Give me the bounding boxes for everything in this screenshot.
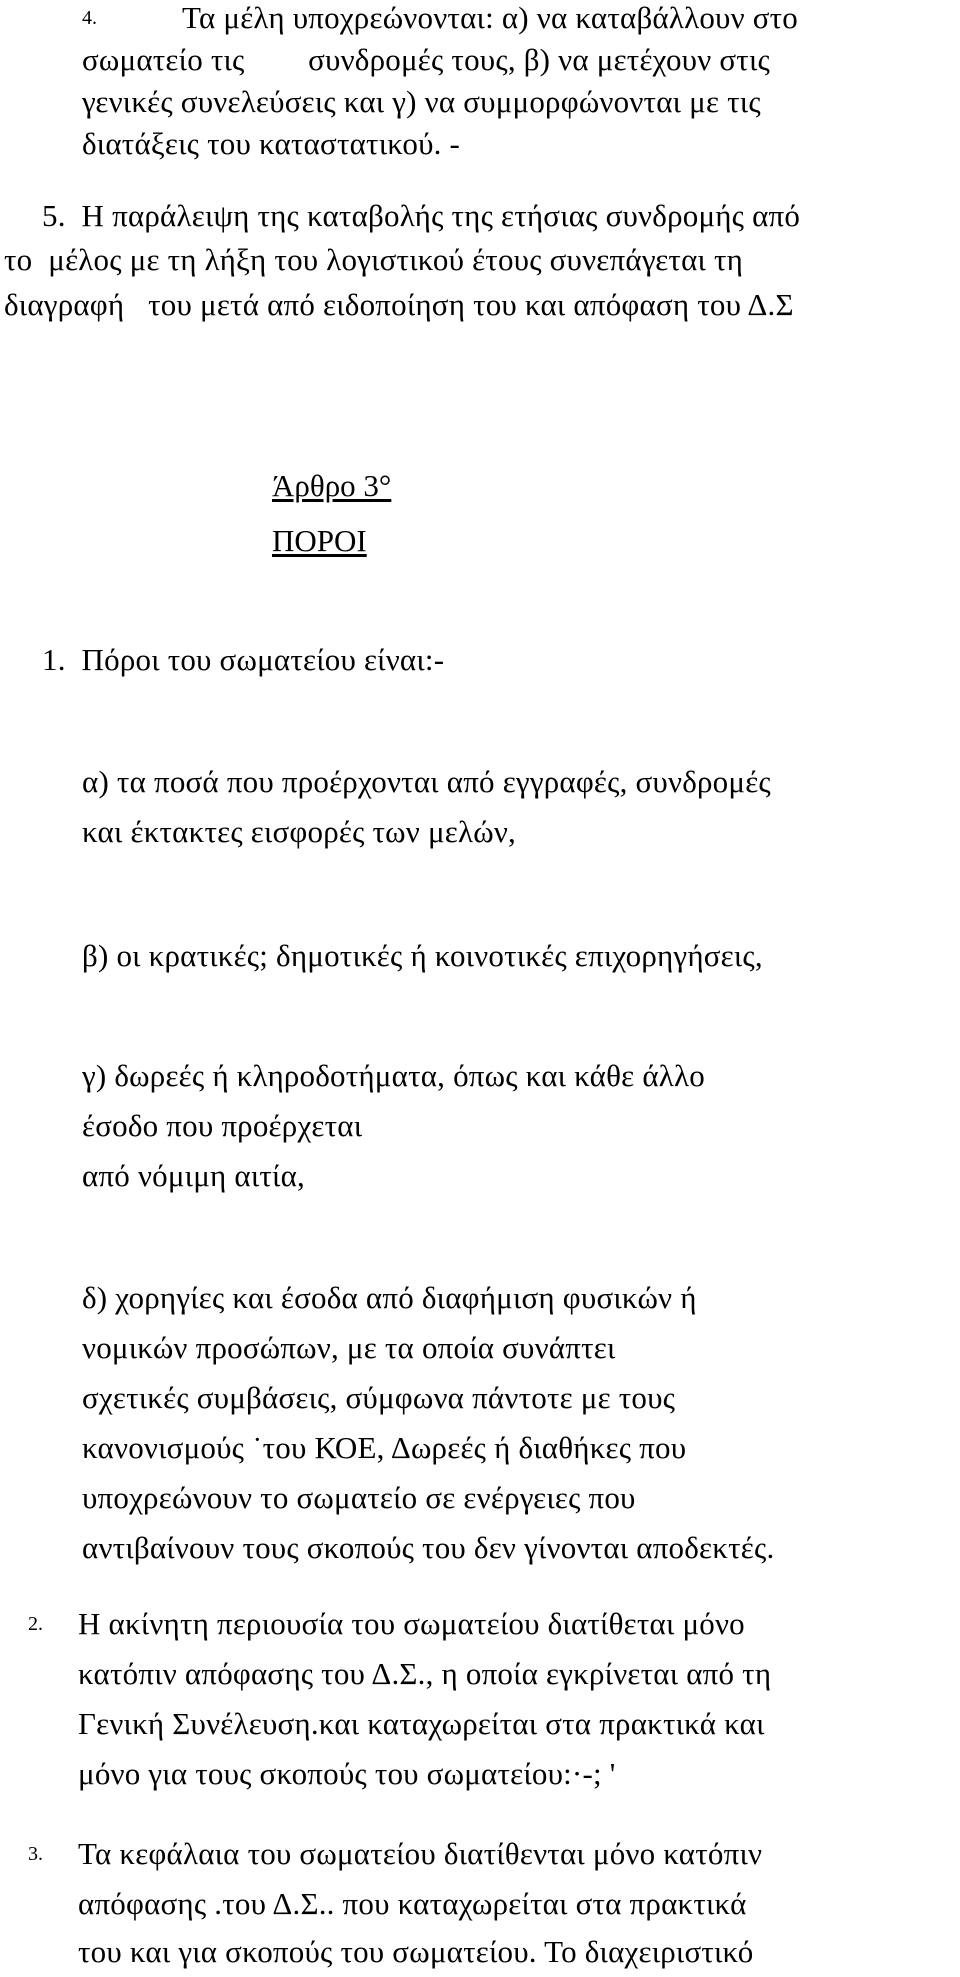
item-1-d-line-4: κανονισμούς ˙του ΚΟΕ, Δωρεές ή διαθήκες που [82,1430,687,1465]
paragraph-4-number: 4. [82,7,97,29]
item-1-a-line-2: και έκτακτες εισφορές των μελών, [82,814,516,849]
item-1-a-line-1: α) τα ποσά που προέρχονται από εγγραφές, συνδρομές [82,764,771,799]
paragraph-4-line-3: γενικές συνελεύσεις και γ) να συμμορφώνονται με τις [82,84,761,119]
item-1-c-line-1: γ) δωρεές ή κληροδοτήματα, όπως και κάθε άλλο [82,1058,705,1093]
paragraph-4-line-2: σωματείο τις συνδρομές τους, β) να μετέχουν στις [82,42,770,77]
item-1-c-line-3: από νόμιμη αιτία, [82,1158,305,1193]
item-2-line-1: Η ακίνητη περιουσία του σωματείου διατίθεται μόνο [78,1606,745,1641]
paragraph-5-line-3: διαγραφή του μετά από ειδοποίηση του και απόφαση του Δ.Σ [4,287,794,322]
item-3-line-1: Τα κεφάλαια του σωματείου διατίθενται μόνο κατόπιν [78,1836,763,1871]
paragraph-5-line-1: 5. Η παράλειψη της καταβολής της ετήσιας συνδρομής από [42,198,801,233]
item-1-d-line-1: δ) χορηγίες και έσοδα από διαφήμιση φυσικών ή [82,1280,697,1315]
item-3-line-2: απόφασης .του Δ.Σ.. που καταχωρείται στα πρακτικά [78,1886,747,1921]
paragraph-4-line-4: διατάξεις του καταστατικού. - [82,126,461,161]
item-1-intro: 1. Πόροι του σωματείου είναι:- [42,642,445,677]
article-subtitle: ΠΟΡΟΙ [272,523,367,558]
item-2-line-3: Γενική Συνέλευση.και καταχωρείται στα πρακτικά και [78,1706,765,1741]
item-2-number: 2. [28,1613,43,1635]
item-1-b-line-1: β) οι κρατικές; δημοτικές ή κοινοτικές επιχορηγήσεις, [82,938,763,973]
item-1-c-line-2: έσοδο που προέρχεται [82,1108,363,1143]
item-1-d-line-2: νομικών προσώπων, με τα οποία συνάπτει [82,1330,616,1365]
item-1-d-line-3: σχετικές συμβάσεις, σύμφωνα πάντοτε με τους [82,1380,676,1415]
article-title: Άρθρο 3° [272,468,392,503]
paragraph-4-line-1: Τα μέλη υποχρεώνονται: α) να καταβάλλουν στο [182,0,799,35]
item-1-d-line-5: υποχρεώνουν το σωματείο σε ενέργειες που [82,1480,636,1515]
item-2-line-2: κατόπιν απόφασης του Δ.Σ., η οποία εγκρίνεται από τη [78,1656,772,1691]
item-3-line-3: του και για σκοπούς του σωματείου. Το διαχειριστικό [78,1934,754,1969]
paragraph-5-line-2: το μέλος με τη λήξη του λογιστικού έτους συνεπάγεται τη [4,242,744,277]
item-2-line-4: μόνο για τους σκοπούς του σωματείου:·-; ' [78,1756,616,1791]
item-1-d-line-6: αντιβαίνουν τους σκοπούς του δεν γίνονται αποδεκτές. [82,1530,775,1565]
item-3-number: 3. [28,1843,43,1865]
